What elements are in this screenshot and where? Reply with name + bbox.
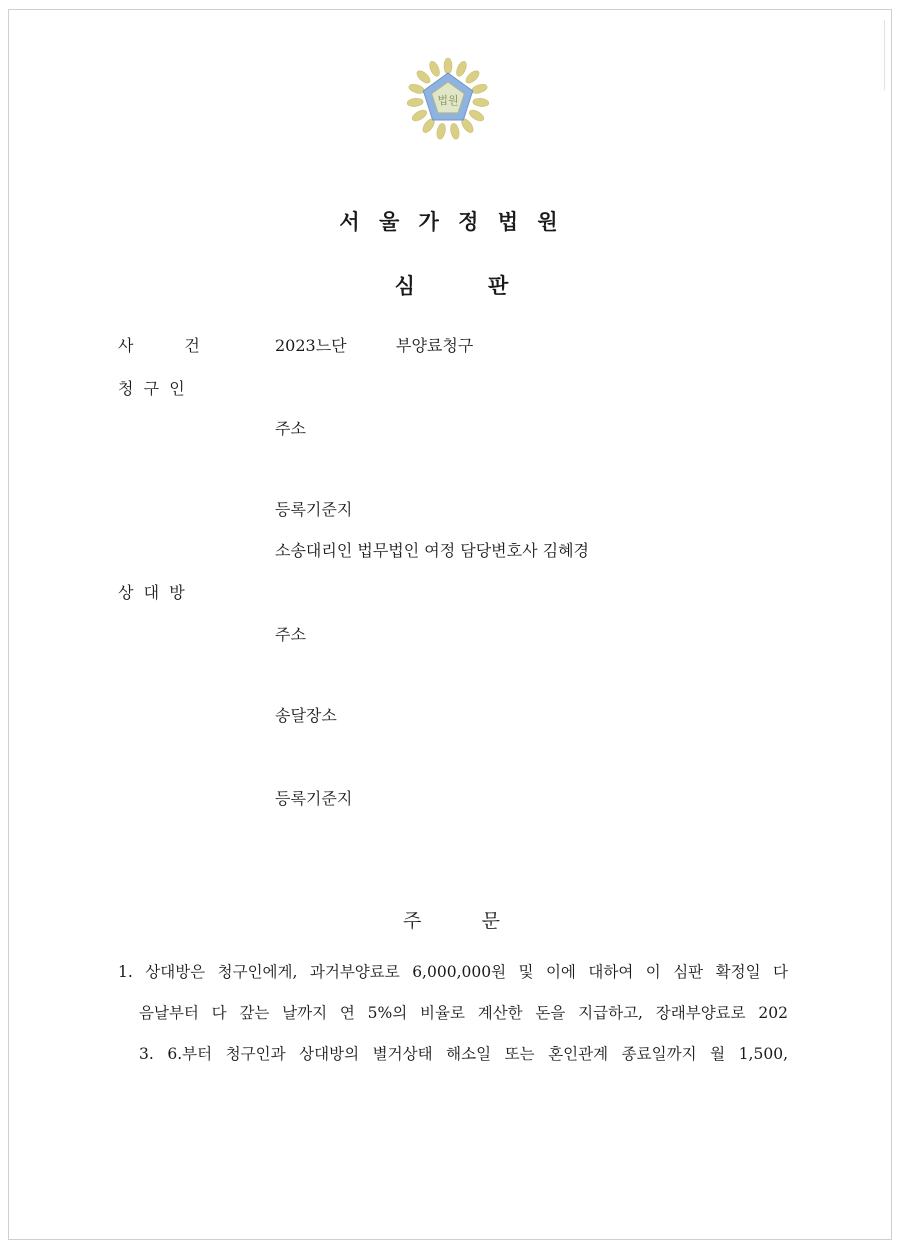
scan-edge-mark bbox=[884, 20, 885, 90]
respondent-service-label: 송달장소 bbox=[275, 706, 337, 725]
case-claim: 부양료청구 bbox=[396, 336, 474, 355]
case-number: 2023느단 bbox=[275, 336, 347, 355]
claimant-address-label: 주소 bbox=[275, 419, 306, 438]
respondent-registration-label: 등록기준지 bbox=[275, 789, 353, 808]
court-emblem-icon bbox=[405, 56, 491, 142]
respondent-address-label: 주소 bbox=[275, 625, 306, 644]
respondent-label: 상 대 방 bbox=[118, 583, 185, 602]
document-type: 심 판 bbox=[394, 274, 509, 298]
order-line: 3. 6.부터 청구인과 상대방의 별거상태 해소일 또는 혼인관계 종료일까지 월 1,500, bbox=[139, 1045, 788, 1063]
claimant-registration-label: 등록기준지 bbox=[275, 500, 353, 519]
order-body bbox=[118, 952, 788, 1075]
claimant-representative: 소송대리인 법무법인 여정 담당변호사 김혜경 bbox=[275, 541, 590, 560]
order-line: 음날부터 다 갚는 날까지 연 5%의 비율로 계산한 돈을 지급하고, 장래부양료로 202 bbox=[139, 1004, 788, 1022]
order-line: 1. 상대방은 청구인에게, 과거부양료로 6,000,000원 및 이에 대하여 이 심판 확정일 다 bbox=[118, 963, 788, 981]
claimant-label: 청 구 인 bbox=[118, 379, 185, 398]
order-heading: 주 문 bbox=[402, 910, 501, 932]
emblem-text: 법원 bbox=[437, 94, 459, 107]
case-label: 사 건 bbox=[118, 336, 200, 355]
court-name: 서 울 가 정 법 원 bbox=[339, 210, 564, 234]
